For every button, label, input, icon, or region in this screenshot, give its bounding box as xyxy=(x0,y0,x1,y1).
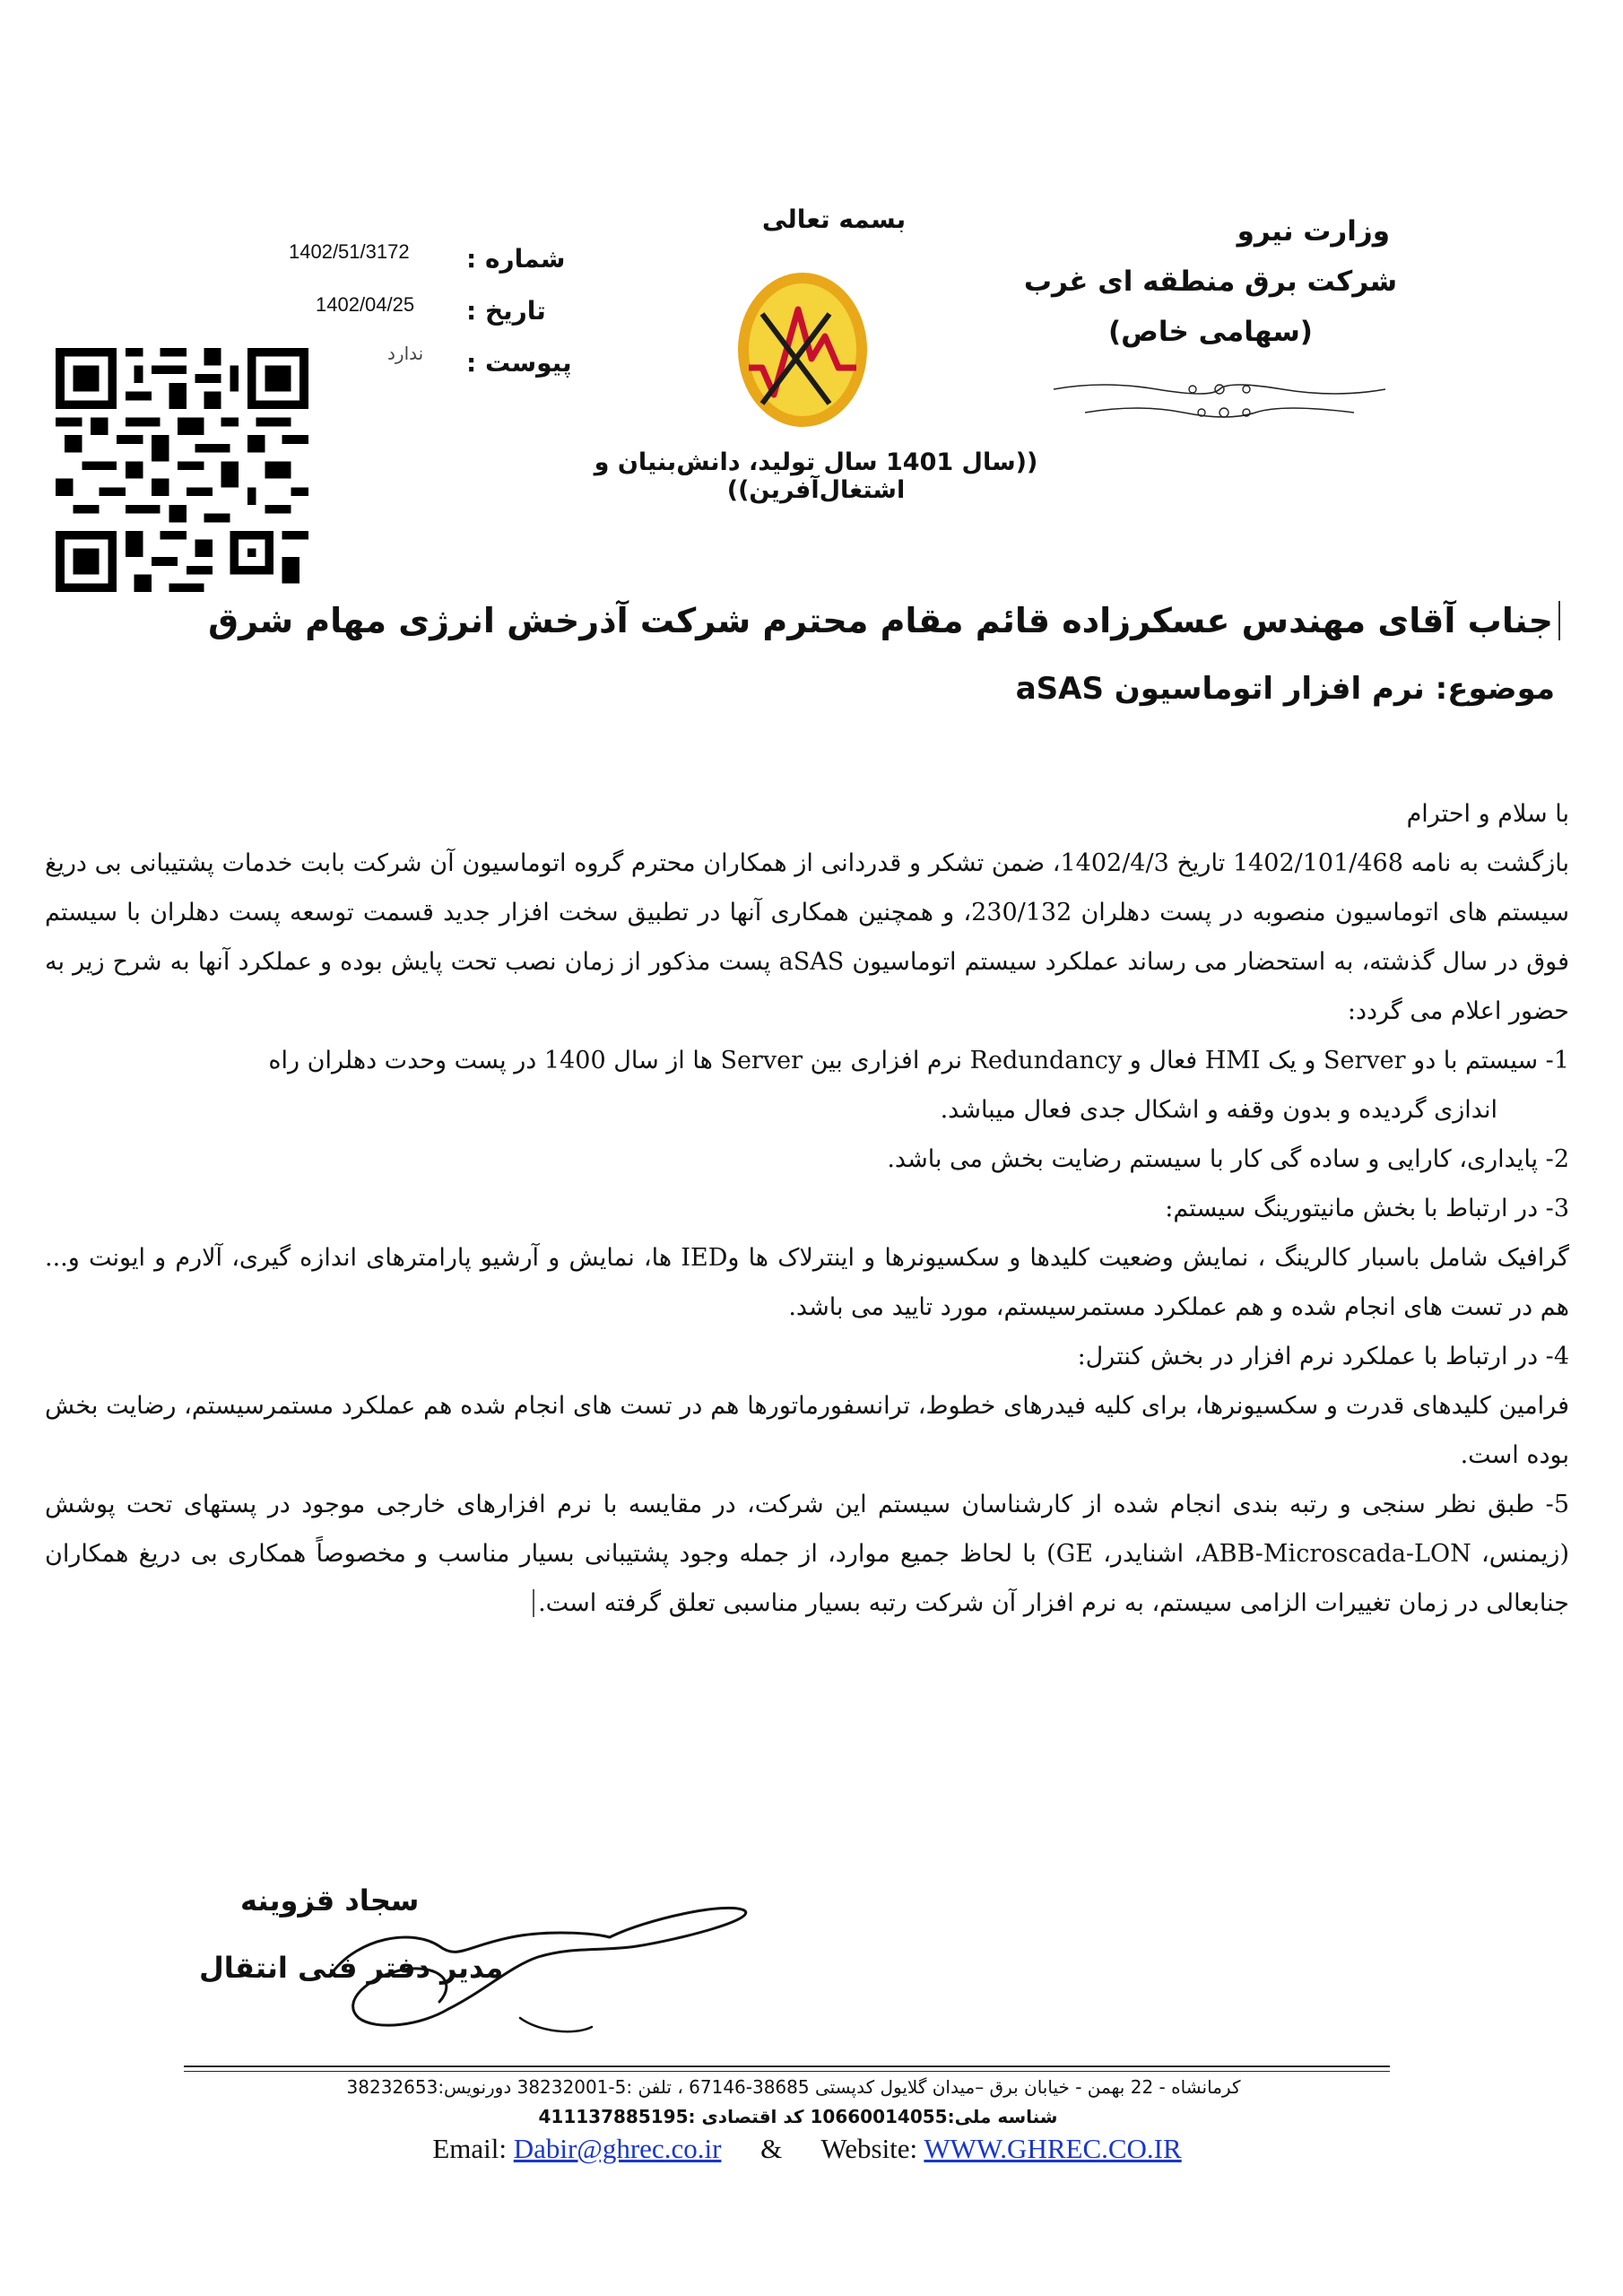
footer-ids: شناسه ملی:10660014055 کد اقتصادی :411137885195 xyxy=(538,2106,1058,2127)
item-3-detail: گرافیک شامل باسبار کالرینگ ، نمایش وضعیت کلیدها و سکسیونرها و اینترلاک ها وIED ها، نمایش و آرشیو پارامترهای اندازه گیری، آلارم و ایونت و... هم در تست های انجام شده و هم عملکرد مستمرسیستم، مورد تایید می باشد. xyxy=(45,1244,1569,1321)
qr-code-icon xyxy=(56,348,308,592)
attachment-value: ندارد xyxy=(387,343,424,364)
item-3: 3- در ارتباط با بخش مانیتورینگ سیستم: xyxy=(1165,1195,1569,1222)
item-2: 2- پایداری، کارایی و ساده گی کار با سیستم رضایت بخش می باشد. xyxy=(887,1145,1569,1173)
contact-separator: & xyxy=(760,2133,783,2164)
subject-line: موضوع: نرم افزار اتوماسیون aSAS xyxy=(1015,671,1555,707)
ornament-divider-1 xyxy=(1049,377,1390,402)
addressee: جناب آقای مهندس عسکرزاده قائم مقام محترم شرکت آذرخش انرژی مهام شرق xyxy=(38,601,1560,640)
basmala: بسمه تعالی xyxy=(761,204,907,234)
number-label: شماره : xyxy=(466,244,566,274)
signatory-name: سجاد قزوینه xyxy=(240,1883,420,1918)
item-1-continuation: اندازی گردیده و بدون وقفه و اشکال جدی فعال میباشد. xyxy=(940,1096,1497,1124)
signatory-title: مدیر دفتر فنی انتقال xyxy=(199,1951,504,1985)
item-4: 4- در ارتباط با عملکرد نرم افزار در بخش کنترل: xyxy=(1077,1343,1569,1370)
footer-contact xyxy=(269,2133,1345,2165)
website-link[interactable]: WWW.GHREC.CO.IR xyxy=(924,2133,1182,2164)
ornament-divider-2 xyxy=(1049,400,1390,425)
year-motto: ((سال 1401 سال تولید، دانش‌بنیان و اشتغال‌آفرین)) xyxy=(594,448,1038,504)
footer-divider xyxy=(184,2066,1390,2067)
handwritten-signature xyxy=(305,1883,771,2045)
date-value: 1402/04/25 xyxy=(316,293,415,316)
footer-address: کرمانشاه - 22 بهمن - خیابان برق –میدان گلایول کدپستی 38685-67146 ، تلفن :5-38232001 دورنویس:38232653 xyxy=(346,2076,1241,2098)
email-link[interactable]: Dabir@ghrec.co.ir xyxy=(513,2133,722,2164)
website-label: Website: xyxy=(820,2133,918,2164)
ministry-name: وزارت نیرو xyxy=(1237,215,1390,248)
number-value: 1402/51/3172 xyxy=(289,240,410,263)
organization-header xyxy=(1022,206,1399,357)
greeting: با سلام و احترام xyxy=(1406,800,1569,828)
item-5-text: 5- طبق نظر سنجی و رتبه بندی انجام شده از کارشناسان سیستم این شرکت، در مقایسه با نرم افزارهای خارجی موجود در پستهای تحت پوشش (زیمنس، ABB-Microscada-LON، اشنایدر، GE) با لحاظ جمیع موارد، از جمله وجود پشتیبانی بسیار مناسب و مخصوصاً همکاری بی دریغ همکاران جنابعالی در زمان تغییرات الزامی سیستم، به نرم افزار آن شرکت رتبه بسیار مناسبی تعلق گرفته است. xyxy=(45,1491,1569,1617)
email-label: Email: xyxy=(432,2133,507,2164)
company-name: شرکت برق منطقه ای غرب xyxy=(1023,265,1398,298)
item-1: 1- سیستم با دو Server و یک HMI فعال و Redundancy نرم افزاری بین Server ها از سال 1400 در پست وحدت دهلران راه xyxy=(268,1047,1569,1074)
letter-body xyxy=(45,789,1569,1628)
item-5 xyxy=(45,1480,1569,1628)
company-type: (سهامی خاص) xyxy=(1108,316,1313,348)
tavanir-logo-icon xyxy=(713,260,892,439)
intro-paragraph: بازگشت به نامه 1402/101/468 تاریخ 1402/4/3، ضمن تشکر و قدردانی از همکاران محترم گروه اتوماسیون آن شرکت بابت خدمات پشتیبانی بی دریغ سیستم های اتوماسیون منصوبه در پست دهلران 230/132، و همچنین همکاری آنها در تطبیق سخت افزار جدید قسمت توسعه پست دهلران با سیستم فوق در سال گذشته، به استحضار می رساند عملکرد سیستم اتوماسیون aSAS پست مذکور از زمان نصب تحت پایش بوده و عملکرد آنها به شرح زیر به حضور اعلام می گردد: xyxy=(45,849,1570,1025)
footer-divider-thin xyxy=(184,2071,1390,2072)
item-4-detail: فرامین کلیدهای قدرت و سکسیونرها، برای کلیه فیدرهای خطوط، ترانسفورماتورها هم در تست های انجام شده هم عملکرد مستمرسیستم، رضایت بخش بوده است. xyxy=(45,1392,1569,1469)
date-label: تاریخ : xyxy=(466,296,546,326)
attachment-label: پیوست : xyxy=(466,348,572,378)
